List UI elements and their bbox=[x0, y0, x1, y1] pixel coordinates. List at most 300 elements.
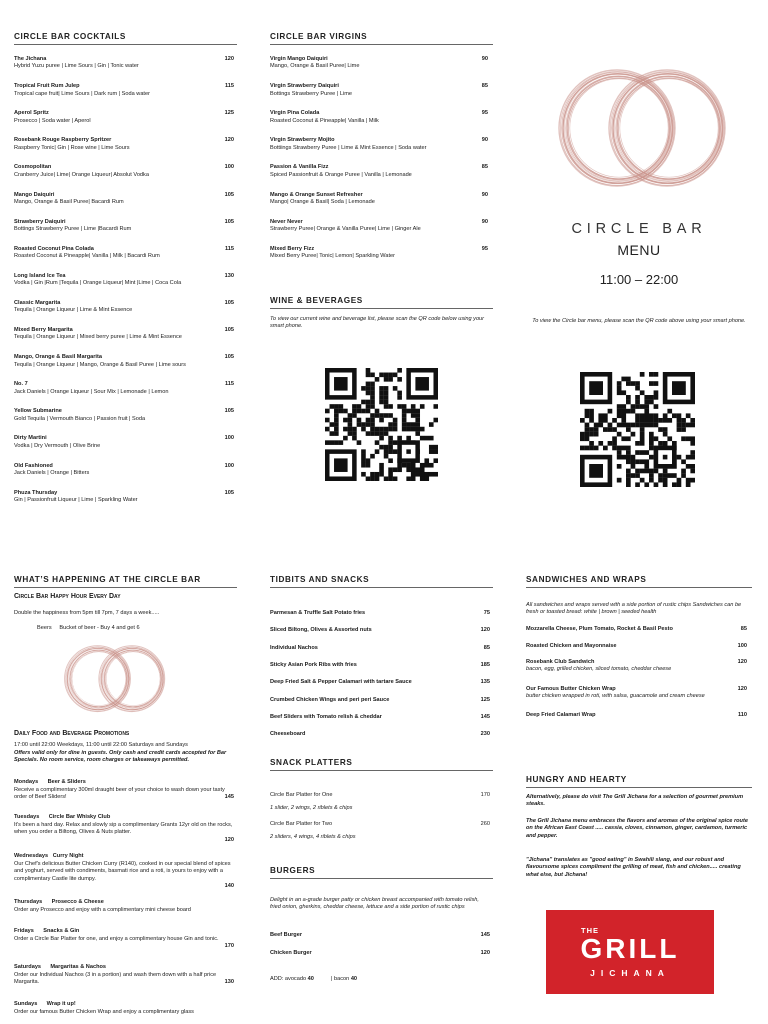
item-name: Mango Daiquiri bbox=[14, 191, 55, 198]
qr-module bbox=[424, 463, 429, 468]
item-name: Phuza Thursday bbox=[14, 489, 58, 496]
item-price: 115 bbox=[224, 245, 234, 252]
sandwich-name: Rosebank Club Sandwich bbox=[526, 659, 595, 665]
tidbit-price: 120 bbox=[480, 627, 490, 634]
platter-desc: 2 sliders, 4 wings, 4 riblets & chips bbox=[270, 834, 356, 841]
qr-module bbox=[681, 459, 686, 464]
qr-module bbox=[415, 467, 420, 472]
qr-module bbox=[370, 400, 375, 405]
qr-module bbox=[393, 440, 398, 445]
qr-module bbox=[420, 404, 425, 409]
qr-module bbox=[658, 478, 663, 483]
cocktails-title: CIRCLE BAR COCKTAILS bbox=[14, 32, 126, 41]
the-grill-jichana-logo[interactable] bbox=[546, 910, 714, 994]
qr-module bbox=[644, 400, 649, 405]
addon-bacon-price: 40 bbox=[350, 976, 358, 982]
qr-module bbox=[621, 377, 626, 382]
qr-module bbox=[589, 446, 594, 451]
qr-module bbox=[384, 400, 389, 405]
qr-module bbox=[433, 404, 438, 409]
qr-module bbox=[388, 427, 393, 432]
qr-module bbox=[677, 423, 682, 428]
qr-module bbox=[429, 449, 434, 454]
qr-module bbox=[589, 409, 594, 414]
qr-module bbox=[370, 382, 375, 387]
qr-module bbox=[663, 478, 668, 483]
qr-module bbox=[352, 409, 357, 414]
qr-module bbox=[649, 413, 654, 418]
qr-module bbox=[375, 431, 380, 436]
sandwich-desc: bacon, egg, grilled chicken, sliced tomato, cheddar cheese bbox=[526, 666, 672, 673]
qr-module bbox=[681, 427, 686, 432]
qr-module bbox=[406, 449, 411, 454]
item-price: 105 bbox=[224, 408, 234, 415]
qr-module bbox=[361, 386, 366, 391]
item-name: Passion & Vanilla Fizz bbox=[270, 164, 329, 171]
qr-module bbox=[375, 476, 380, 481]
item-price: 90 bbox=[481, 56, 488, 62]
qr-module bbox=[640, 372, 645, 377]
promo-day-text: Order any Prosecco and enjoy with a complimentary mini cheese board bbox=[14, 907, 191, 913]
menu-item bbox=[270, 137, 475, 152]
qr-module bbox=[663, 427, 668, 432]
qr-module bbox=[325, 418, 330, 423]
qr-module bbox=[649, 418, 654, 423]
qr-module bbox=[617, 409, 622, 414]
qr-module bbox=[402, 409, 407, 414]
qr-module bbox=[339, 440, 344, 445]
qr-module bbox=[677, 455, 682, 460]
qr-module bbox=[343, 418, 348, 423]
item-name: Mixed Berry Margarita bbox=[14, 327, 73, 333]
qr-module bbox=[644, 413, 649, 418]
beers-offer: Beers Bucket of beer - Buy 4 and get 6 bbox=[37, 625, 140, 631]
qr-module bbox=[626, 427, 631, 432]
qr-module bbox=[594, 427, 599, 432]
qr-module bbox=[375, 449, 380, 454]
qr-module bbox=[388, 413, 393, 418]
qr-module bbox=[580, 436, 585, 441]
qr-module bbox=[654, 482, 659, 487]
qr-module bbox=[411, 476, 416, 481]
qr-module bbox=[370, 476, 375, 481]
qr-module bbox=[415, 422, 420, 427]
burger-name: Beef Burger bbox=[270, 932, 303, 938]
qr-module bbox=[433, 445, 438, 450]
menu-item bbox=[14, 435, 214, 450]
qr-module bbox=[388, 422, 393, 427]
ring-stroke bbox=[106, 652, 160, 706]
qr-module bbox=[366, 476, 371, 481]
qr-module bbox=[384, 395, 389, 400]
qr-module bbox=[343, 436, 348, 441]
qr-module bbox=[370, 395, 375, 400]
qr-module bbox=[334, 377, 348, 391]
qr-module bbox=[433, 458, 438, 463]
qr-module bbox=[379, 373, 384, 378]
sandwich-price: 85 bbox=[740, 626, 747, 632]
menu-item bbox=[14, 56, 214, 71]
qr-module bbox=[361, 463, 366, 468]
sandwich-price: 110 bbox=[737, 712, 747, 718]
menu-item bbox=[14, 354, 214, 369]
qr-module bbox=[635, 413, 640, 418]
qr-module bbox=[580, 418, 585, 423]
qr-module bbox=[631, 473, 636, 478]
qr-module bbox=[580, 446, 585, 451]
qr-module bbox=[415, 431, 420, 436]
qr-module bbox=[608, 409, 613, 414]
item-desc: Bottings Strawberry Puree | Lime bbox=[270, 90, 352, 97]
qr-module bbox=[330, 404, 335, 409]
item-desc: Roasted Coconut & Pineapple| Vanilla | Milk bbox=[270, 117, 379, 124]
menu-qr-code[interactable] bbox=[580, 372, 695, 487]
qr-module bbox=[402, 418, 407, 423]
qr-module bbox=[366, 431, 371, 436]
qr-module bbox=[397, 391, 402, 396]
qr-module bbox=[420, 472, 425, 477]
qr-module bbox=[580, 432, 585, 437]
qr-module bbox=[429, 472, 434, 477]
qr-module bbox=[375, 472, 380, 477]
qr-module bbox=[654, 404, 659, 409]
qr-module bbox=[663, 441, 668, 446]
qr-module bbox=[644, 450, 649, 455]
qr-module bbox=[366, 458, 371, 463]
qr-module bbox=[585, 436, 590, 441]
qr-module bbox=[654, 372, 659, 377]
menu-item bbox=[270, 164, 475, 179]
qr-module bbox=[361, 422, 366, 427]
qr-module bbox=[411, 463, 416, 468]
qr-module bbox=[640, 450, 645, 455]
qr-module bbox=[589, 432, 594, 437]
qr-module bbox=[384, 373, 389, 378]
qr-module bbox=[594, 423, 599, 428]
qr-module bbox=[393, 476, 398, 481]
qr-module bbox=[585, 446, 590, 451]
item-desc: Cranberry Juice| Lime| Orange Liqueur| Absolut Vodka bbox=[14, 171, 149, 178]
menu-item bbox=[270, 219, 475, 234]
qr-module bbox=[429, 422, 434, 427]
qr-module bbox=[325, 440, 330, 445]
item-price: 90 bbox=[481, 218, 488, 225]
burgers-rule bbox=[270, 878, 493, 879]
qr-module bbox=[375, 409, 380, 414]
qr-module bbox=[667, 473, 672, 478]
happening-title: WHAT’S HAPPENING AT THE CIRCLE BAR bbox=[14, 575, 201, 584]
qr-module bbox=[640, 478, 645, 483]
ring-stroke bbox=[570, 79, 668, 177]
addon-avocado-label: ADD: avocado bbox=[270, 976, 307, 982]
burger-addons bbox=[270, 976, 357, 983]
qr-module bbox=[644, 469, 649, 474]
qr-module bbox=[621, 418, 626, 423]
qr-module bbox=[617, 455, 622, 460]
item-name: Never Never bbox=[270, 218, 303, 225]
promo-day-price: 170 bbox=[224, 943, 234, 950]
qr-module bbox=[672, 381, 686, 395]
item-desc: Mango| Orange & Basil| Soda | Lemonade bbox=[270, 198, 375, 205]
qr-module bbox=[388, 467, 393, 472]
qr-module bbox=[681, 423, 686, 428]
qr-module bbox=[654, 390, 659, 395]
item-name: Yellow Submarine bbox=[14, 408, 62, 415]
qr-module bbox=[334, 431, 339, 436]
qr-module bbox=[612, 427, 617, 432]
qr-module bbox=[626, 482, 631, 487]
tidbit-name: Crumbed Chicken Wings and peri peri Sauce bbox=[270, 696, 390, 703]
hungry-p3: "Jichana" translates as "good eating" in Swahili slang, and our robust and flavoursome spices compliment the grilling of meat, fish and chicken..... creating what else, but Jichana! bbox=[526, 857, 741, 878]
item-price: 90 bbox=[481, 137, 488, 144]
qr-module bbox=[361, 454, 366, 459]
qr-module bbox=[384, 386, 389, 391]
qr-module bbox=[626, 450, 631, 455]
qr-module bbox=[366, 422, 371, 427]
qr-module bbox=[406, 467, 411, 472]
promo-day-price: 120 bbox=[224, 836, 234, 843]
hungry-rule bbox=[526, 787, 752, 788]
qr-module bbox=[654, 436, 659, 441]
qr-module bbox=[348, 431, 353, 436]
qr-module bbox=[640, 413, 645, 418]
qr-module bbox=[621, 436, 626, 441]
qr-module bbox=[397, 463, 402, 468]
qr-module bbox=[635, 459, 640, 464]
qr-module bbox=[420, 463, 425, 468]
qr-module bbox=[690, 469, 695, 474]
sandwich-price: 120 bbox=[737, 659, 747, 665]
qr-module bbox=[649, 395, 654, 400]
wine-note: To view our current wine and beverage list, please scan the QR code below using your smart phone. bbox=[270, 316, 485, 330]
item-price: 85 bbox=[481, 164, 488, 171]
qr-module bbox=[388, 458, 393, 463]
qr-module bbox=[649, 432, 654, 437]
qr-module bbox=[366, 368, 371, 373]
qr-module bbox=[334, 422, 339, 427]
qr-module bbox=[375, 377, 380, 382]
promo-day-text: Order a Circle Bar Platter for one, and enjoy a complimentary house Gin and tonic. bbox=[14, 936, 219, 942]
qr-module bbox=[366, 463, 371, 468]
tidbit-price: 85 bbox=[483, 644, 490, 651]
sandwich-price: 120 bbox=[737, 686, 747, 692]
item-price: 90 bbox=[481, 191, 488, 198]
hungry-p2: The Grill Jichana menu embraces the flavors and aromas of the original spice route on the African East Coast ..... cassia, cloves, cinnamon, ginger, cardamon, turmeric and pepper. bbox=[526, 818, 748, 839]
qr-module bbox=[325, 427, 330, 432]
qr-module bbox=[402, 422, 407, 427]
qr-module bbox=[366, 400, 371, 405]
qr-module bbox=[640, 459, 645, 464]
qr-module bbox=[681, 436, 686, 441]
qr-module bbox=[339, 409, 344, 414]
qr-module bbox=[598, 418, 603, 423]
qr-module bbox=[415, 377, 429, 391]
wine-rule bbox=[270, 308, 493, 309]
qr-module bbox=[411, 404, 416, 409]
qr-module bbox=[411, 427, 416, 432]
platters-title: SNACK PLATTERS bbox=[270, 758, 353, 767]
qr-module bbox=[393, 386, 398, 391]
qr-module bbox=[635, 400, 640, 405]
qr-module bbox=[393, 449, 398, 454]
qr-module bbox=[585, 409, 590, 414]
item-desc: Gin | Passionfruit Liqueur | Lime | Sparkling Water bbox=[14, 497, 138, 503]
qr-module bbox=[370, 391, 375, 396]
menu-item bbox=[14, 164, 214, 179]
qr-module bbox=[626, 469, 631, 474]
sandwich-item bbox=[526, 626, 726, 633]
qr-module bbox=[667, 436, 672, 441]
qr-module bbox=[626, 455, 631, 460]
qr-module bbox=[631, 381, 636, 386]
platter-item bbox=[270, 792, 460, 813]
qr-module bbox=[384, 476, 389, 481]
menu-item bbox=[14, 408, 214, 423]
qr-module bbox=[617, 381, 622, 386]
qr-module bbox=[379, 400, 384, 405]
item-price: 100 bbox=[224, 435, 234, 442]
qr-module bbox=[589, 464, 603, 478]
qr-module bbox=[617, 432, 622, 437]
qr-module bbox=[626, 395, 631, 400]
qr-module bbox=[663, 473, 668, 478]
qr-module bbox=[375, 413, 380, 418]
qr-module bbox=[649, 372, 654, 377]
qr-module bbox=[635, 404, 640, 409]
tidbit-price: 135 bbox=[480, 679, 490, 686]
qr-module bbox=[663, 455, 668, 460]
qr-module bbox=[612, 446, 617, 451]
qr-module bbox=[626, 377, 631, 382]
qr-module bbox=[626, 446, 631, 451]
qr-module bbox=[348, 422, 353, 427]
qr-module bbox=[621, 413, 626, 418]
qr-module bbox=[330, 431, 335, 436]
qr-module bbox=[361, 427, 366, 432]
qr-module bbox=[370, 373, 375, 378]
burgers-intro: Delight in an a-grade burger patty or chicken breast accompanied with tomato relish, fried onion, gherkins, cheddar cheese, lettuce and a side portion of rustic chips bbox=[270, 897, 479, 911]
qr-module bbox=[420, 476, 425, 481]
item-name: Virgin Strawberry Daiquiri bbox=[270, 83, 339, 90]
qr-module bbox=[667, 409, 672, 414]
menu-item bbox=[14, 137, 214, 152]
promo-day-text: Receive a complimentary 300ml draught beer of your choice to wash down your tasty order of Beef Sliders! bbox=[14, 787, 225, 801]
item-price: 95 bbox=[481, 245, 488, 252]
qr-module bbox=[649, 473, 654, 478]
tidbit-price: 185 bbox=[480, 661, 490, 668]
tidbit-name: Sticky Asian Pork Ribs with fries bbox=[270, 661, 357, 668]
item-price: 105 bbox=[224, 354, 234, 361]
qr-module bbox=[379, 463, 384, 468]
qr-module bbox=[334, 458, 348, 472]
qr-module bbox=[433, 472, 438, 477]
qr-module bbox=[411, 422, 416, 427]
qr-module bbox=[635, 395, 640, 400]
qr-module bbox=[598, 441, 603, 446]
item-name: Mango & Orange Sunset Refresher bbox=[270, 191, 363, 198]
qr-module bbox=[370, 413, 375, 418]
qr-module bbox=[379, 427, 384, 432]
qr-module bbox=[612, 441, 617, 446]
qr-module bbox=[384, 445, 389, 450]
qr-module bbox=[589, 427, 594, 432]
qr-module bbox=[585, 432, 590, 437]
qr-module bbox=[617, 464, 622, 469]
qr-module bbox=[411, 409, 416, 414]
qr-module bbox=[406, 427, 411, 432]
promo-day-heading: Thursdays Prosecco & Cheese bbox=[14, 899, 104, 905]
platter-item bbox=[270, 821, 460, 842]
promo-title: Daily Food and Beverage Promotions bbox=[14, 730, 130, 737]
qr-module bbox=[379, 472, 384, 477]
qr-module bbox=[348, 427, 353, 432]
item-desc: Jack Daniels | Orange | Bitters bbox=[14, 469, 90, 476]
qr-module bbox=[677, 413, 682, 418]
qr-module bbox=[677, 482, 682, 487]
item-name: Aperol Spritz bbox=[14, 110, 49, 117]
qr-module bbox=[603, 446, 608, 451]
qr-module bbox=[388, 472, 393, 477]
qr-module bbox=[334, 413, 339, 418]
qr-module bbox=[626, 459, 631, 464]
qr-module bbox=[686, 478, 691, 483]
platter-price: 260 bbox=[480, 821, 490, 827]
item-desc: Roasted Coconut & Pineapple| Vanilla | Milk | Bacardi Rum bbox=[14, 253, 160, 260]
tidbit-name: Sliced Biltong, Olives & Assorted nuts bbox=[270, 627, 372, 634]
qr-module bbox=[690, 450, 695, 455]
qr-module bbox=[361, 472, 366, 477]
menu-item bbox=[270, 110, 475, 125]
qr-module bbox=[370, 404, 375, 409]
sandwich-name: Our Famous Butter Chicken Wrap bbox=[526, 686, 616, 692]
qr-module bbox=[649, 469, 654, 474]
sandwich-name: Mozzarella Cheese, Plum Tomato, Rocket & Basil Pesto bbox=[526, 626, 673, 632]
circle-bar-rings-logo bbox=[555, 40, 730, 215]
qr-module bbox=[617, 413, 622, 418]
qr-module bbox=[388, 445, 393, 450]
qr-module bbox=[361, 449, 366, 454]
burger-price: 145 bbox=[480, 932, 490, 938]
qr-module bbox=[415, 409, 420, 414]
qr-module bbox=[334, 418, 339, 423]
qr-module bbox=[686, 413, 691, 418]
sandwiches-title: SANDWICHES AND WRAPS bbox=[526, 575, 647, 584]
promo-day-heading: Tuesdays Circle Bar Whisky Club bbox=[14, 814, 111, 820]
qr-module bbox=[617, 386, 622, 391]
qr-module bbox=[366, 382, 371, 387]
qr-module bbox=[594, 432, 599, 437]
addon-avocado-price: 40 bbox=[307, 976, 314, 982]
promo-day-text: Order our Individual Nachos (3 in a portion) and wash them down with a half price Margarita. bbox=[14, 972, 217, 986]
sandwich-item bbox=[526, 643, 726, 650]
promo-day-heading: Saturdays Margaritas & Nachos bbox=[14, 964, 107, 970]
promo-day-heading: Mondays Beer & Sliders bbox=[14, 779, 86, 785]
happy-hour-title: Circle Bar Happy Hour Every Day bbox=[14, 593, 121, 600]
qr-module bbox=[654, 469, 659, 474]
happy-hour-rings-logo bbox=[55, 633, 175, 723]
qr-module bbox=[348, 413, 353, 418]
burger-price: 120 bbox=[480, 950, 490, 956]
wine-qr-code[interactable] bbox=[325, 368, 438, 481]
qr-module bbox=[690, 464, 695, 469]
qr-module bbox=[681, 418, 686, 423]
qr-module bbox=[663, 482, 668, 487]
qr-module bbox=[663, 432, 668, 437]
qr-module bbox=[603, 427, 608, 432]
qr-module bbox=[686, 482, 691, 487]
qr-module bbox=[644, 482, 649, 487]
qr-module bbox=[612, 418, 617, 423]
